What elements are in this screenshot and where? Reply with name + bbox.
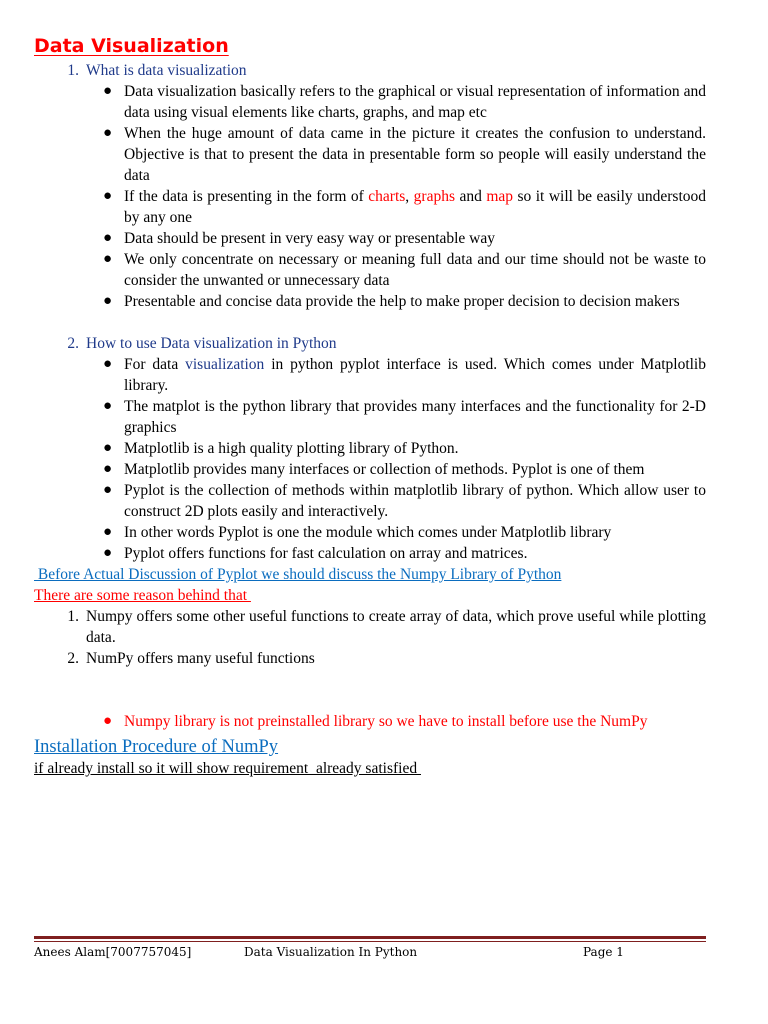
- bullet-text: Pyplot offers functions for fast calculation on array and matrices.: [124, 545, 528, 562]
- bullet-icon: ●: [102, 230, 112, 246]
- bullet-icon: ●: [102, 545, 112, 561]
- footer-rule-thin: [34, 941, 706, 942]
- list-item: [34, 228, 706, 249]
- list-item: [34, 438, 706, 459]
- highlight-map: map: [486, 188, 513, 205]
- bullet-text: Matplotlib is a high quality plotting library of Python.: [124, 440, 459, 457]
- footer-author: Anees Alam[7007757045]: [34, 945, 192, 959]
- footer-page-number: Page 1: [583, 945, 624, 959]
- bullet-text: For data visualization in python pyplot interface is used. Which comes under Matplotlib library.: [124, 356, 706, 394]
- installation-heading[interactable]: Installation Procedure of NumPy: [34, 737, 279, 757]
- list-item: [34, 123, 706, 186]
- bullet-text: Data should be present in very easy way or presentable way: [124, 230, 496, 247]
- highlight-charts: charts: [368, 188, 406, 205]
- bullet-text: In other words Pyplot is one the module which comes under Matplotlib library: [124, 524, 612, 541]
- bullet-text: Presentable and concise data provide the help to make proper decision to decision makers: [124, 293, 680, 310]
- bullet-icon: ●: [102, 440, 112, 456]
- numpy-discussion-link[interactable]: Before Actual Discussion of Pyplot we should discuss the Numpy Library of Python: [34, 566, 562, 583]
- footer-doc-title: Data Visualization In Python: [244, 945, 418, 959]
- bullet-icon: ●: [102, 251, 112, 267]
- list-item: [34, 81, 706, 123]
- bullet-icon: ●: [102, 293, 112, 309]
- bullet-text: When the huge amount of data came in the picture it creates the confusion to understand. Objective is that to present the data in presentable form so people will easily understand the data: [124, 125, 706, 184]
- list-item: [34, 522, 706, 543]
- list-item: [34, 459, 706, 480]
- list-item: [34, 354, 706, 396]
- bullet-text: Data visualization basically refers to the graphical or visual representation of information and data using visual elements like charts, graphs, and map etc: [124, 83, 706, 121]
- bullet-text: The matplot is the python library that provides many interfaces and the functionality for 2-D graphics: [124, 398, 706, 436]
- section-how-to-use: [34, 333, 706, 732]
- section-heading: [34, 60, 706, 81]
- list-item: [34, 291, 706, 312]
- section-number: 1.: [67, 62, 79, 79]
- numpy-install-bullet: [34, 711, 706, 732]
- section-number: 2.: [67, 335, 79, 352]
- reason-number: 2.: [67, 650, 79, 667]
- bullet-icon: ●: [102, 125, 112, 141]
- installation-note: if already install so it will show requirement already satisfied: [34, 760, 421, 777]
- bullet-icon: ●: [102, 188, 112, 204]
- bullet-text: Matplotlib provides many interfaces or collection of methods. Pyplot is one of them: [124, 461, 645, 478]
- page-footer: [34, 944, 706, 962]
- list-item: [34, 480, 706, 522]
- highlight-graphs: graphs: [413, 188, 455, 205]
- reason-heading: There are some reason behind that: [34, 587, 251, 604]
- bullet-icon: ●: [102, 356, 112, 372]
- list-item: [34, 249, 706, 291]
- bullet-text: If the data is presenting in the form of charts, graphs and map so it will be easily understood by any one: [124, 188, 707, 226]
- bullet-text: Numpy library is not preinstalled library so we have to install before use the NumPy: [124, 713, 648, 730]
- reason-text: NumPy offers many useful functions: [86, 650, 315, 667]
- bullet-icon: ●: [102, 461, 112, 477]
- bullet-icon: ●: [102, 524, 112, 540]
- bullet-list: [34, 354, 706, 564]
- reason-text: Numpy offers some other useful functions to create array of data, which prove useful while plotting data.: [86, 608, 706, 646]
- bullet-icon: ●: [102, 83, 112, 99]
- reason-number: 1.: [67, 608, 79, 625]
- list-item: [34, 396, 706, 438]
- footer-rule-thick: [34, 936, 706, 939]
- bullet-icon: ●: [102, 398, 112, 414]
- list-item: [34, 543, 706, 564]
- highlight-visualization: visualization: [185, 356, 265, 373]
- bullet-text: Pyplot is the collection of methods within matplotlib library of python. Which allow user to construct 2D plots easily and interactively.: [124, 482, 706, 520]
- section-heading-text: What is data visualization: [86, 62, 247, 79]
- list-item: [34, 186, 706, 228]
- section-heading: [34, 333, 706, 354]
- reason-item: [34, 648, 706, 669]
- reason-item: [34, 606, 706, 648]
- section-what-is: [34, 60, 706, 312]
- page-title: Data Visualization: [34, 35, 229, 57]
- bullet-icon: ●: [102, 713, 112, 729]
- bullet-text: We only concentrate on necessary or meaning full data and our time should not be waste to consider the unwanted or unnecessary data: [124, 251, 706, 289]
- section-heading-text: How to use Data visualization in Python: [86, 335, 337, 352]
- bullet-icon: ●: [102, 482, 112, 498]
- document-body: [34, 32, 706, 779]
- bullet-list: [34, 81, 706, 312]
